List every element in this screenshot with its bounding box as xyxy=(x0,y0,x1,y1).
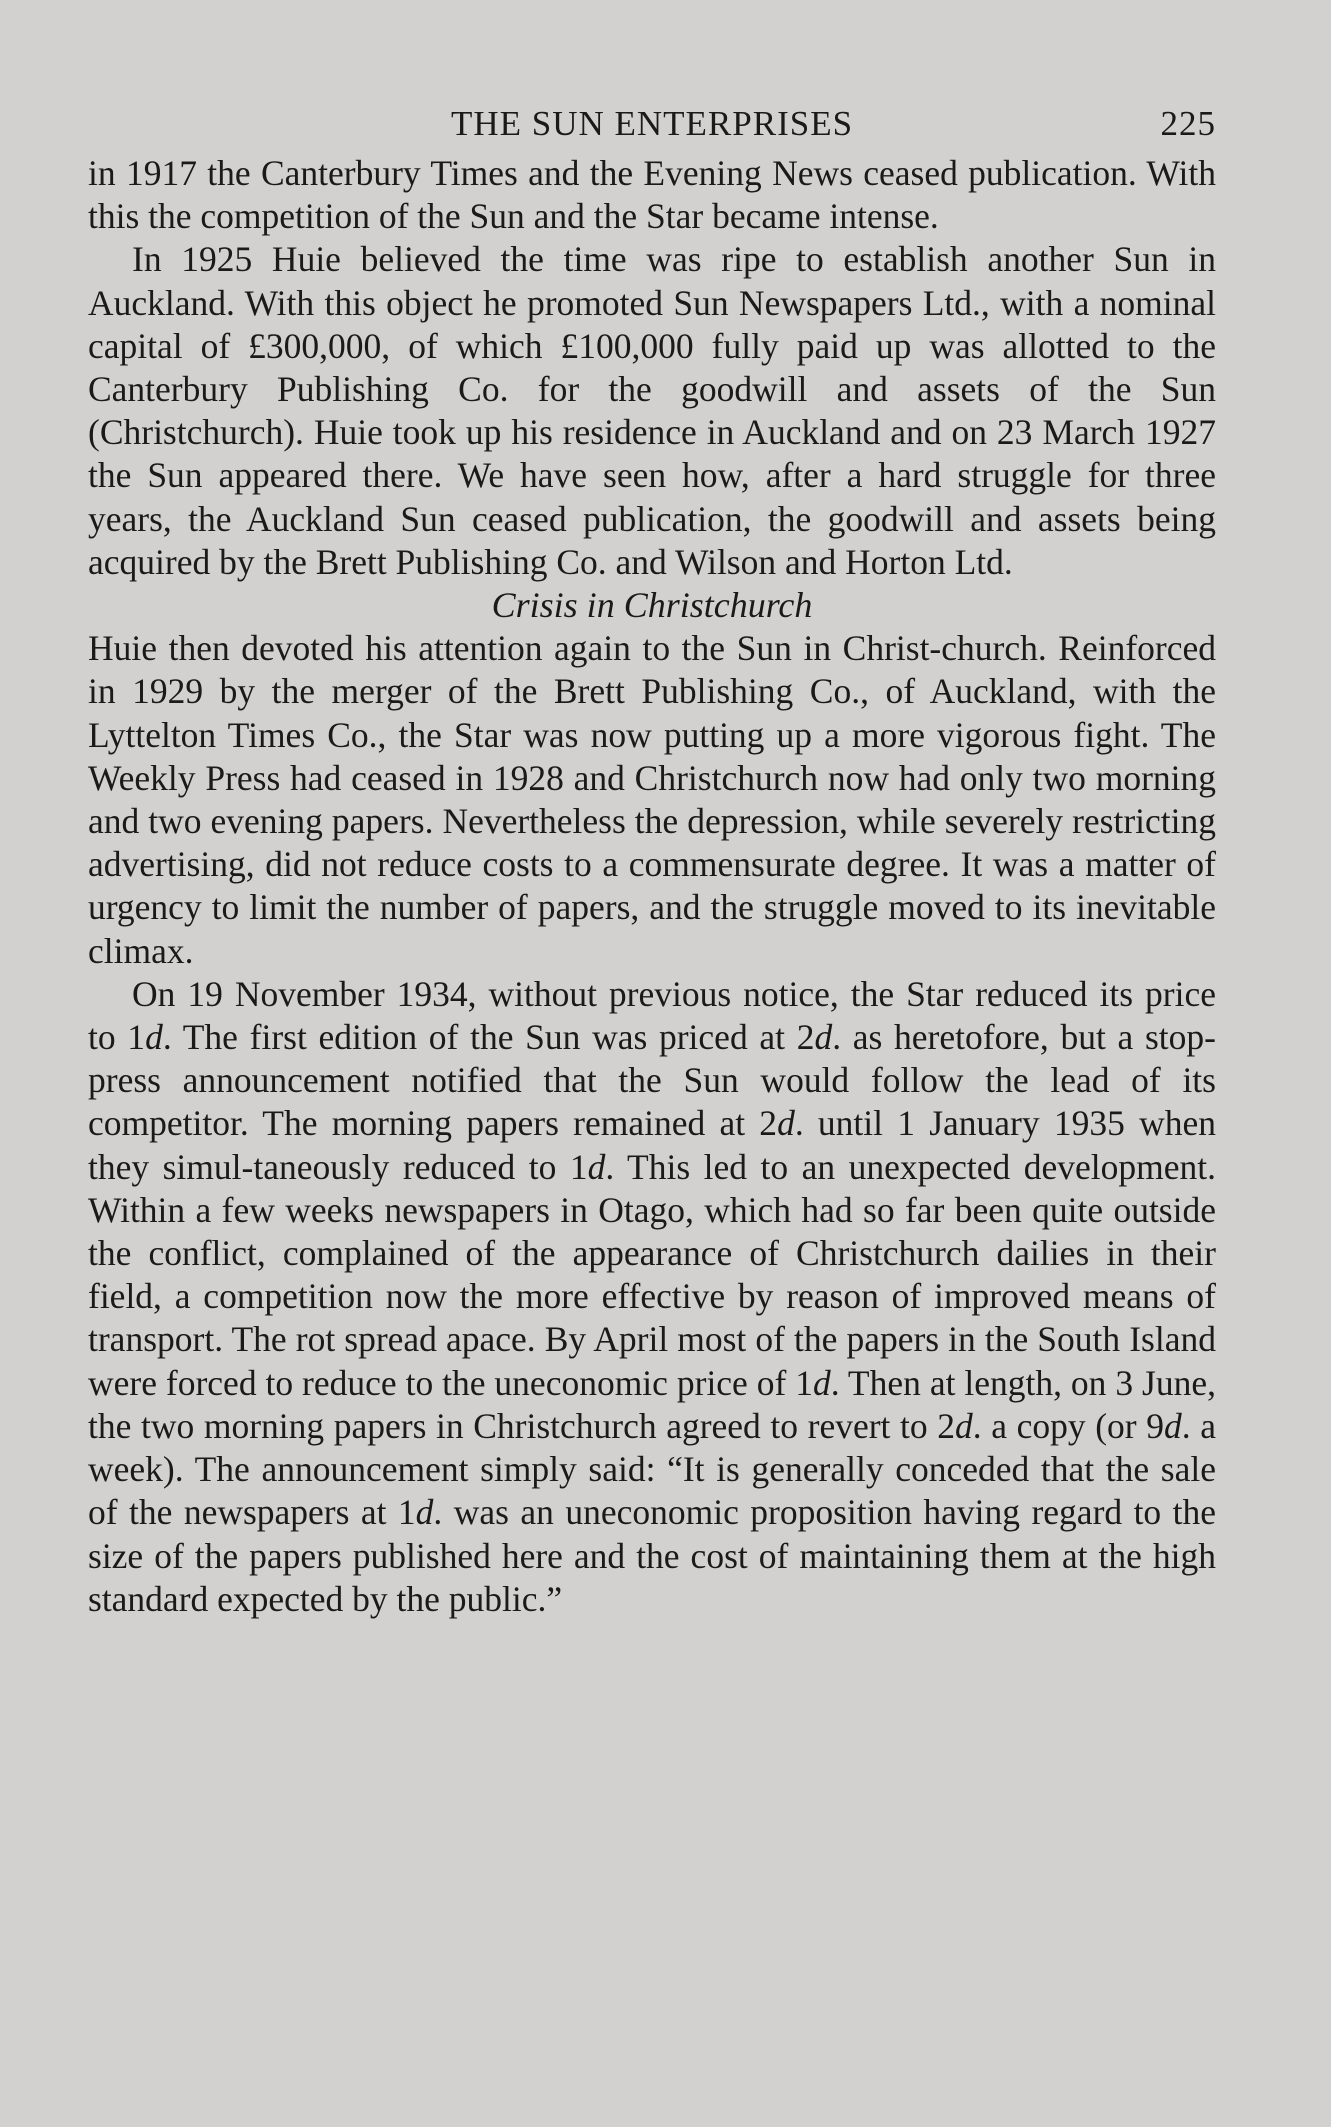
text-run: . until 1 January 1935 when they simul-taneously reduced to 1 xyxy=(88,1103,1216,1187)
running-title: THE SUN ENTERPRISES xyxy=(450,104,854,143)
body-text xyxy=(88,152,1216,1621)
text-run: . a copy (or 9 xyxy=(972,1405,1164,1446)
text-run: . The first edition of the Sun was priced at 2 xyxy=(162,1017,815,1058)
paragraph-4 xyxy=(88,973,1216,1621)
italic-pence-mark: d xyxy=(415,1492,434,1533)
italic-pence-mark: d xyxy=(813,1362,831,1403)
text-run: On 19 November 1934, without previous notice, the Star reduced its price to 1 xyxy=(88,973,1216,1058)
text-run: . Then at length, on 3 June, the two morning papers in Christchurch agreed to revert to 2 xyxy=(88,1362,1216,1446)
running-head xyxy=(88,100,1216,152)
italic-pence-mark: d xyxy=(814,1017,833,1058)
text-run: . a week). The announcement simply said: “It is generally conceded that the sale of the newspapers at 1 xyxy=(88,1405,1216,1533)
paragraph-2: In 1925 Huie believed the time was ripe to establish another Sun in Auckland. With this object he promoted Sun Newspapers Ltd., with a nominal capital of £300,000, of which £100,000 fully paid up was allotted to the Canterbury Publishing Co. for the goodwill and assets of the Sun (Christchurch). Huie took up his residence in Auckland and on 23 March 1927 the Sun appeared there. We have seen how, after a hard struggle for three years, the Auckland Sun ceased publication, the goodwill and assets being acquired by the Brett Publishing Co. and Wilson and Horton Ltd. xyxy=(88,239,1216,582)
section-heading: Crisis in Christchurch xyxy=(491,585,813,626)
italic-pence-mark: d xyxy=(587,1146,606,1187)
text-run: . was an uneconomic proposition having regard to the size of the papers published here and the cost of maintaining them at the high standard expected by the public.” xyxy=(88,1492,1216,1619)
text-run: . This led to an unexpected development. Within a few weeks newspapers in Otago, which had so far been quite outside the conflict, complained of the appearance of Christchurch dailies in their field, a competition now the more effective by reason of improved means of transport. The rot spread apace. By April most of the papers in the South Island were forced to reduce to the uneconomic price of 1 xyxy=(88,1146,1216,1403)
italic-pence-mark: d xyxy=(1163,1405,1182,1446)
paragraph-1: in 1917 the Canterbury Times and the Evening News ceased publication. With this the competition of the Sun and the Star became intense. xyxy=(88,153,1216,237)
italic-pence-mark: d xyxy=(955,1405,973,1446)
italic-pence-mark: d xyxy=(145,1017,163,1058)
paragraph-3: Huie then devoted his attention again to the Sun in Christ-church. Reinforced in 1929 by the merger of the Brett Publishing Co., of Auckland, with the Lyttelton Times Co., the Star was now putting up a more vigorous fight. The Weekly Press had ceased in 1928 and Christchurch now had only two morning and two evening papers. Nevertheless the depression, while severely restricting advertising, did not reduce costs to a commensurate degree. It was a matter of urgency to limit the number of papers, and the struggle moved to its inevitable climax. xyxy=(88,628,1216,971)
italic-pence-mark: d xyxy=(777,1103,795,1144)
text-run: . as heretofore, but a stop-press announcement notified that the Sun would follow the lead of its competitor. The morning papers remained at 2 xyxy=(88,1017,1216,1144)
page-number: 225 xyxy=(1160,104,1216,143)
book-page xyxy=(88,100,1216,1621)
